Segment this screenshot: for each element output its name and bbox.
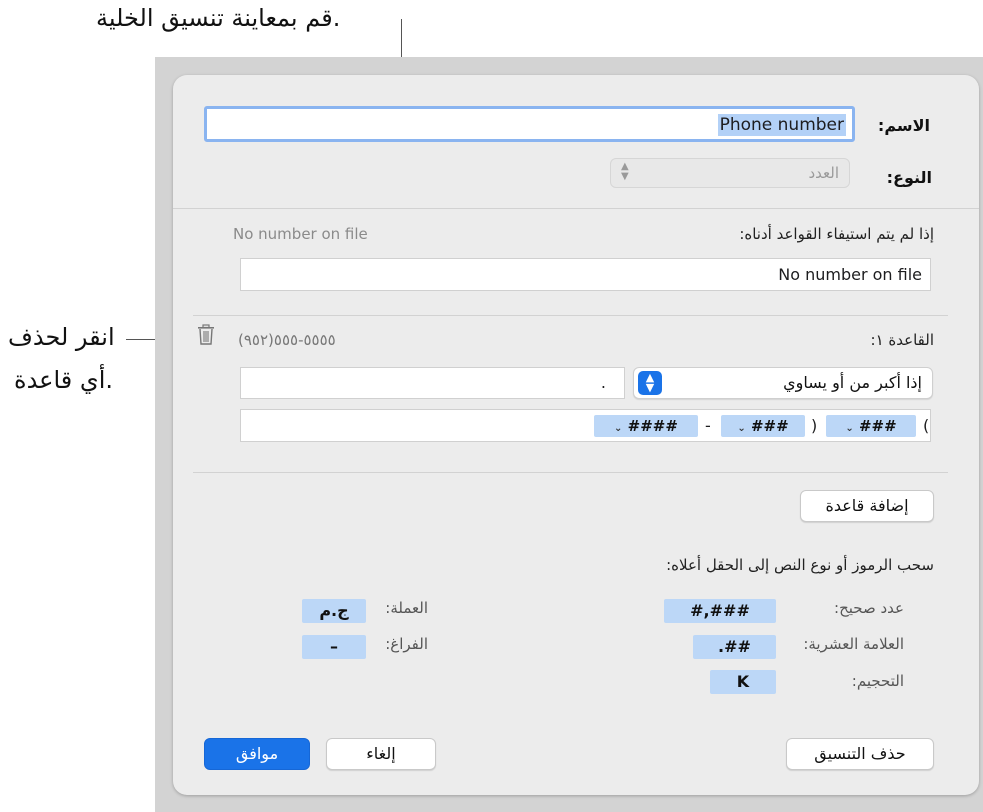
- callout-delete-line1: انقر لحذف: [8, 323, 115, 351]
- integer-label: عدد صحيح:: [834, 599, 904, 617]
- delete-rule-trash-icon[interactable]: [196, 324, 216, 346]
- name-label: الاسم:: [877, 116, 930, 135]
- ok-button[interactable]: موافق: [204, 738, 310, 770]
- space-label: الفراغ:: [385, 635, 428, 653]
- fallback-label: إذا لم يتم استيفاء القواعد أدناه:: [739, 225, 934, 243]
- rule-token-line[interactable]: [594, 415, 698, 437]
- decimal-label: العلامة العشرية:: [803, 635, 904, 653]
- rule-token-prefix-label: ###: [750, 417, 789, 435]
- rule-preview: ٥٥٥٥-٥٥٥(٩٥٢): [238, 331, 336, 349]
- currency-token[interactable]: ج.م: [302, 599, 366, 623]
- fallback-preview: No number on file: [233, 225, 368, 243]
- type-select-stepper-icon: ▲ ▼: [621, 161, 629, 182]
- add-rule-button[interactable]: إضافة قاعدة: [800, 490, 934, 522]
- name-input[interactable]: [204, 106, 855, 142]
- rule-condition-stepper-icon: ▲ ▼: [638, 371, 662, 395]
- separator-2: [193, 315, 948, 316]
- rule-condition-select[interactable]: [633, 367, 933, 399]
- callout-preview: قم بمعاينة تنسيق الخلية.: [96, 4, 341, 32]
- cancel-button[interactable]: إلغاء: [326, 738, 436, 770]
- currency-label: العملة:: [385, 599, 428, 617]
- fallback-input-value: No number on file: [778, 265, 922, 284]
- drag-hint: سحب الرموز أو نوع النص إلى الحقل أعلاه:: [666, 556, 934, 574]
- rule-condition-value-input[interactable]: [240, 367, 625, 399]
- type-label: النوع:: [886, 168, 932, 187]
- rule-format-field[interactable]: [240, 409, 931, 442]
- space-token[interactable]: –: [302, 635, 366, 659]
- rule-condition-value: .: [600, 373, 606, 392]
- rule-token-area[interactable]: [826, 415, 916, 437]
- rule-token-prefix[interactable]: [721, 415, 805, 437]
- token-chevron-down-icon: ⌄: [614, 423, 623, 434]
- rule-label: القاعدة ١:: [870, 331, 934, 349]
- integer-token[interactable]: #,###: [664, 599, 776, 623]
- scale-token[interactable]: K: [710, 670, 776, 694]
- name-input-value: Phone number: [719, 115, 844, 135]
- delete-format-button[interactable]: حذف التنسيق: [786, 738, 934, 770]
- rule-format-paren-close: ): [811, 416, 818, 435]
- decimal-token[interactable]: .##: [693, 635, 776, 659]
- rule-format-paren-open: (: [923, 416, 930, 435]
- rule-token-line-label: ####: [627, 417, 678, 435]
- callout-delete-line2: أي قاعدة.: [14, 366, 113, 394]
- rule-token-area-label: ###: [858, 417, 897, 435]
- type-select[interactable]: [610, 158, 850, 188]
- rule-format-dash: -: [705, 416, 711, 435]
- scale-label: التحجيم:: [851, 672, 904, 690]
- separator-1: [173, 208, 979, 209]
- fallback-input[interactable]: [240, 258, 931, 291]
- type-select-value: العدد: [808, 164, 839, 182]
- rule-condition-value-label: إذا أكبر من أو يساوي: [783, 373, 922, 392]
- token-chevron-down-icon: ⌄: [737, 423, 746, 434]
- separator-3: [193, 472, 948, 473]
- token-chevron-down-icon: ⌄: [845, 423, 854, 434]
